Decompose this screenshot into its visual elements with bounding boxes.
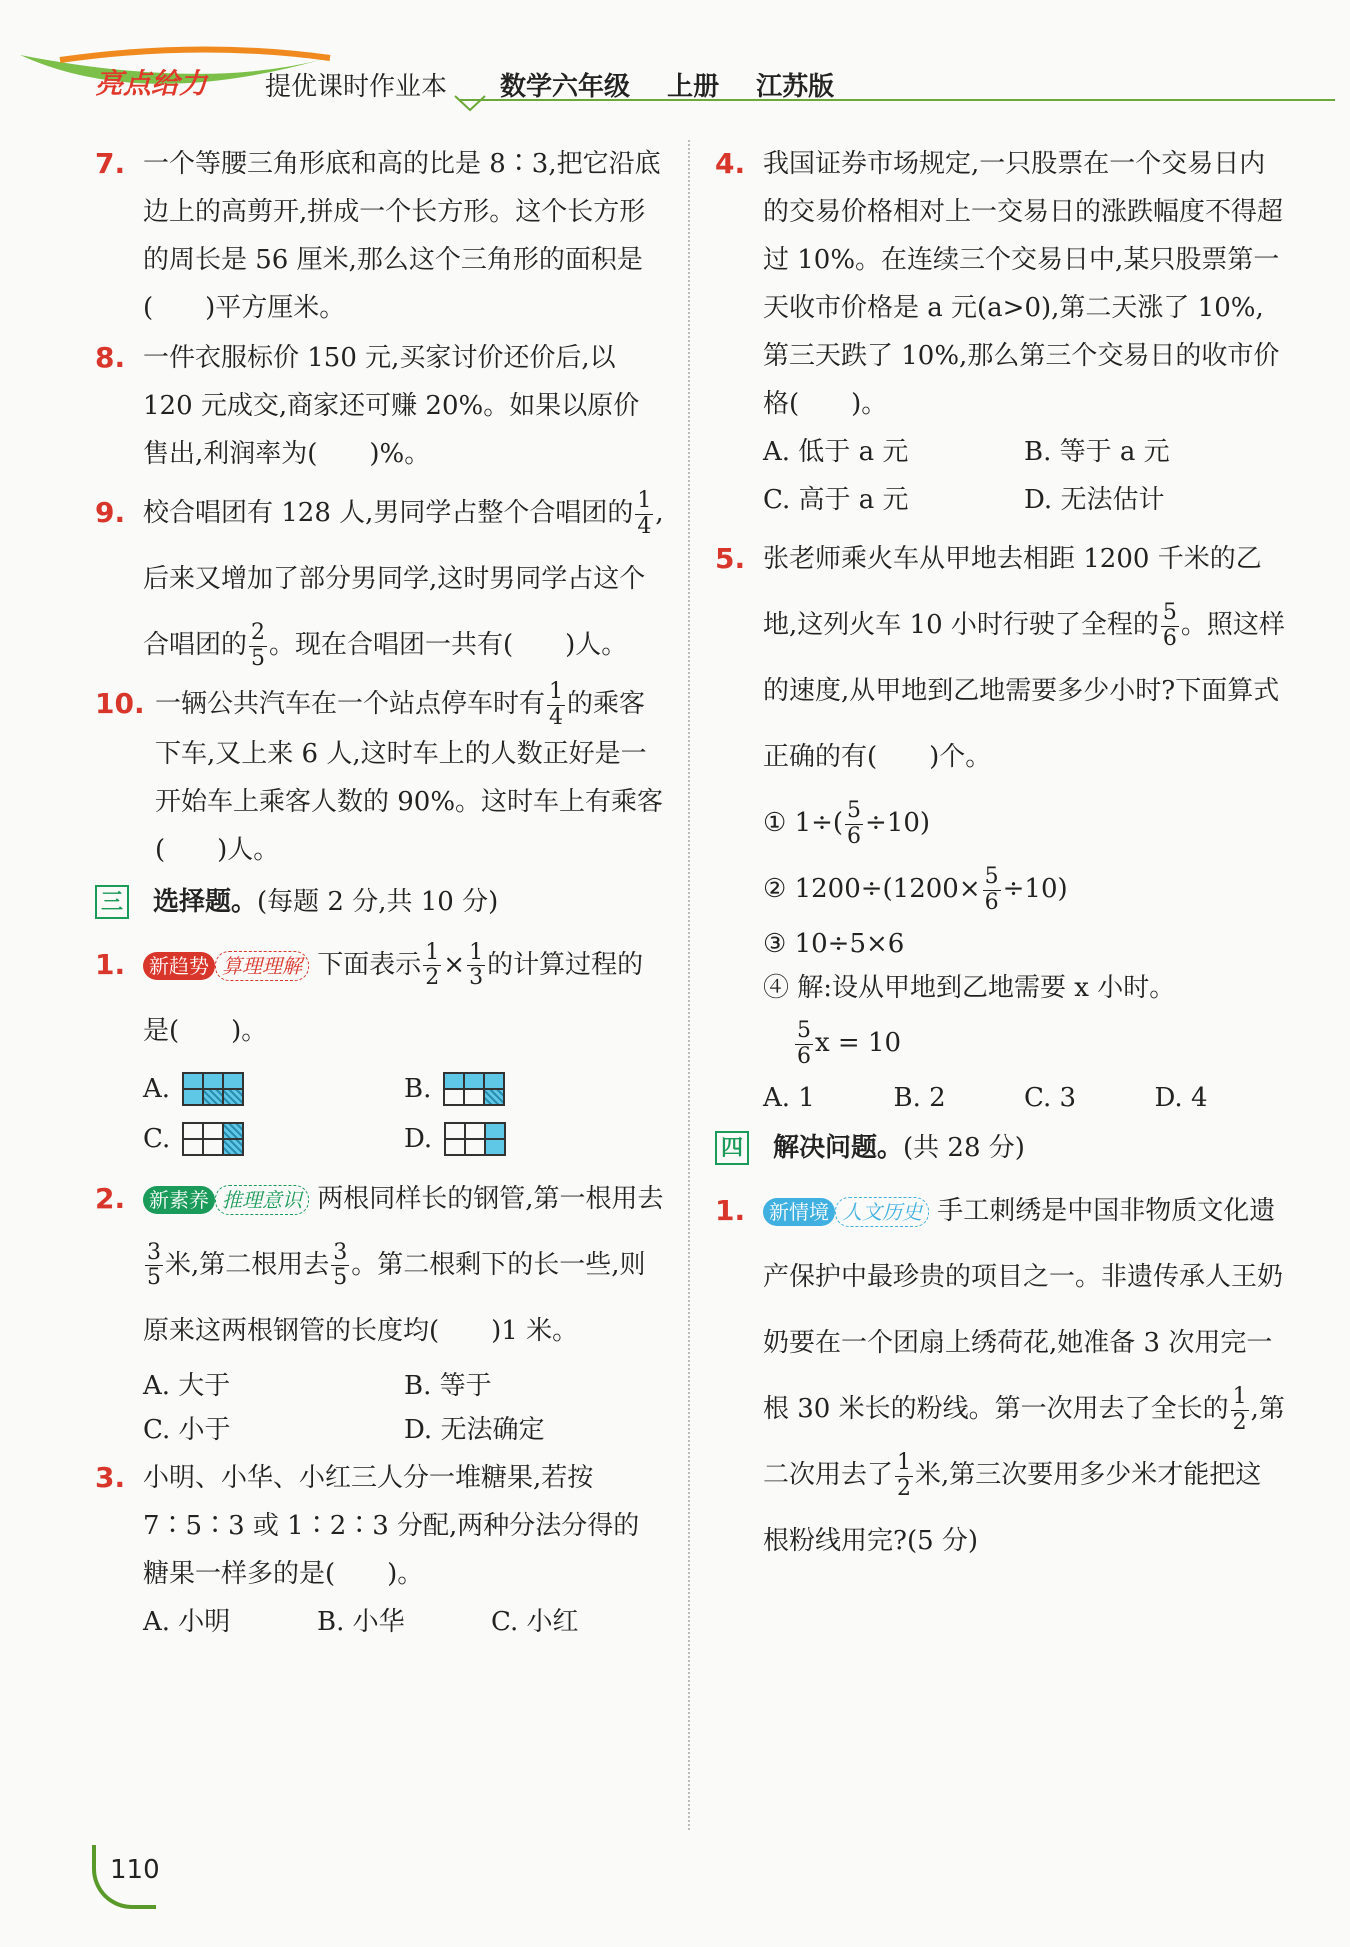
fraction: $\frac{3}{5}$ [147, 1240, 161, 1291]
expression-4: ④ 解:设从甲地到乙地需要 x 小时。 [763, 973, 1176, 1003]
expression-1: ① 1÷( $\frac{5}{6}$ ÷10) [763, 798, 931, 849]
question-text: ,第二次用去了 [763, 1394, 1285, 1490]
question-number: 5. [715, 542, 746, 575]
option-c[interactable]: C. [143, 1114, 404, 1164]
fraction: $\frac{1}{4}$ [549, 679, 564, 730]
problem-1 [715, 1178, 1285, 1574]
brand-subtitle: 提优课时作业本 [265, 72, 448, 102]
question-10 [95, 680, 665, 874]
options [143, 1598, 665, 1646]
tag-reasoning: 算理理解 [215, 951, 309, 981]
section-score: (每题 2 分,共 10 分) [257, 886, 499, 917]
option-b[interactable]: B. 小华 [317, 1606, 405, 1637]
option-d[interactable]: D. 无法确定 [404, 1414, 545, 1445]
options [143, 1064, 665, 1164]
options [763, 428, 1285, 524]
options [763, 1076, 1285, 1120]
subject: 数学六年级 [500, 72, 631, 102]
volume: 上册 [667, 72, 720, 102]
expression-3: ③ 10÷5×6 [763, 929, 905, 959]
question-text: 米,第三次要用多少米才能把这根粉线用完?(5 分) [763, 1460, 1262, 1556]
question-text: 一辆公共汽车在一个站点停车时有 [155, 689, 546, 719]
fraction-grid-icon [444, 1122, 506, 1156]
tag-new-trend: 新趋势 [143, 952, 215, 980]
fraction: $\frac{1}{2}$ [897, 1450, 912, 1501]
fraction: $\frac{5}{6}$ [984, 864, 999, 915]
option-b[interactable]: B. 等于 a 元 [1024, 437, 1170, 467]
option-b[interactable]: B. 2 [893, 1083, 946, 1113]
question-text: ,后来又增加了部分男同学,这时男同学占这个合唱团的 [143, 498, 664, 660]
option-d[interactable]: D. [404, 1114, 665, 1164]
question-text: 的计算过程的是( )。 [143, 949, 644, 1046]
choice-4 [715, 140, 1285, 524]
option-a[interactable]: A. 大于 [143, 1370, 231, 1401]
option-b[interactable]: B. 等于 [404, 1370, 492, 1401]
fraction: $\frac{1}{2}$ [1232, 1384, 1247, 1435]
question-number: 2. [95, 1181, 126, 1215]
question-8 [95, 334, 665, 478]
fraction: $\frac{1}{4}$ [637, 488, 652, 539]
question-number: 9. [95, 496, 126, 529]
section-number: 四 [715, 1131, 749, 1165]
question-text: 。第二根剩下的长一些,则原来这两根钢管的长度均( )1 米。 [143, 1249, 646, 1346]
question-7 [95, 140, 665, 332]
question-text: 两根同样长的钢管,第一根用去 [317, 1183, 664, 1214]
question-text: 我国证券市场规定,一只股票在一个交易日内的交易价格相对上一交易日的涨跌幅度不得超过 10%。在连续三个交易日中,某只股票第一天收市价格是 a 元(a>0),第二天涨了 10%,第三天跌了 10%,那么第三个交易日的收市价格( )。 [763, 149, 1284, 419]
book-info [500, 66, 862, 103]
question-text: 的乘客下车,又上来 6 人,这时车上的人数正好是一开始车上乘客人数的 90%。这时车上有乘客( )人。 [155, 689, 664, 865]
expression-2: ② 1200÷(1200× $\frac{5}{6}$ ÷10) [763, 864, 1068, 915]
tag-humanities: 人文历史 [835, 1197, 929, 1227]
option-a[interactable]: A. 1 [763, 1083, 815, 1113]
question-text: 小明、小华、小红三人分一堆糖果,若按 7∶5∶3 或 1∶2∶3 分配,两种分法分得的糖果一样多的是( )。 [143, 1462, 640, 1589]
option-c[interactable]: C. 小红 [491, 1606, 579, 1637]
options [143, 1364, 665, 1452]
edition: 江苏版 [756, 72, 835, 102]
question-text: 校合唱团有 128 人,男同学占整个合唱团的 [143, 498, 634, 528]
question-text: 米,第二根用去 [165, 1249, 330, 1280]
choice-3 [95, 1454, 665, 1646]
question-number: 3. [95, 1460, 126, 1494]
section-choice [95, 878, 665, 926]
section-title: 解决问题。 [773, 1133, 904, 1163]
section-title: 选择题。 [153, 886, 258, 917]
fraction: $\frac{5}{6}$ [797, 1018, 811, 1069]
question-number: 10. [95, 687, 145, 720]
left-column [95, 140, 665, 1648]
question-number: 1. [715, 1194, 746, 1227]
question-9 [95, 480, 665, 678]
option-a[interactable]: A. 小明 [143, 1606, 231, 1637]
page-number: 110 [110, 1855, 160, 1885]
option-c[interactable]: C. 高于 a 元 [763, 485, 909, 515]
fraction: $\frac{2}{5}$ [251, 620, 266, 671]
option-c[interactable]: C. 3 [1024, 1083, 1077, 1113]
option-c[interactable]: C. 小于 [143, 1414, 231, 1445]
option-a[interactable]: A. [143, 1064, 404, 1114]
fraction-grid-icon [443, 1072, 505, 1106]
section-problem-solving [715, 1124, 1285, 1172]
section-number: 三 [95, 885, 129, 919]
question-number: 1. [95, 947, 126, 981]
option-d[interactable]: D. 无法估计 [1024, 485, 1165, 515]
fraction: $\frac{5}{6}$ [847, 798, 862, 849]
fraction: $\frac{3}{5}$ [333, 1240, 348, 1291]
right-column [715, 140, 1285, 1576]
option-b[interactable]: B. [404, 1064, 665, 1114]
tag-inference: 推理意识 [215, 1185, 309, 1215]
column-divider [688, 140, 690, 1830]
option-a[interactable]: A. 低于 a 元 [763, 437, 909, 467]
times-sign: × [443, 949, 466, 980]
fraction-grid-icon [182, 1072, 244, 1106]
question-text: 下面表示 [317, 949, 422, 980]
fraction: $\frac{1}{2}$ [425, 940, 440, 991]
brand-title: 亮点给力 [95, 67, 208, 100]
tag-new-context: 新情境 [763, 1198, 835, 1226]
choice-2 [95, 1166, 665, 1452]
question-number: 7. [95, 147, 126, 180]
question-text: 一件衣服标价 150 元,买家讨价还价后,以 120 元成交,商家还可赚 20%。如果以原价售出,利润率为( )%。 [143, 343, 640, 469]
section-score: (共 28 分) [903, 1133, 1025, 1163]
question-text: 一个等腰三角形底和高的比是 8∶3,把它沿底边上的高剪开,拼成一个长方形。这个长方形的周长是 56 厘米,那么这个三角形的面积是( )平方厘米。 [143, 149, 661, 323]
fraction: $\frac{5}{6}$ [1162, 600, 1177, 651]
question-number: 4. [715, 147, 746, 180]
option-d[interactable]: D. 4 [1154, 1083, 1208, 1113]
fraction: $\frac{1}{3}$ [469, 940, 484, 991]
question-number: 8. [95, 341, 126, 374]
page-header [0, 0, 1350, 120]
question-text: 张老师乘火车从甲地去相距 1200 千米的乙地,这列火车 10 小时行驶了全程的 [763, 544, 1262, 640]
fraction-grid-icon [182, 1122, 244, 1156]
tag-new-literacy: 新素养 [143, 1186, 215, 1214]
question-text: 手工刺绣是中国非物质文化遗产保护中最珍贵的项目之一。非遗传承人王奶奶要在一个团扇上绣荷花,她准备 3 次用完一根 30 米长的粉线。第一次用去了全长的 [763, 1196, 1284, 1424]
equation: $\frac{5}{6}$ x = 10 [797, 1018, 902, 1069]
question-text: 。现在合唱团一共有( )人。 [269, 630, 628, 660]
question-text: 。照这样的速度,从甲地到乙地需要多少小时?下面算式正确的有( )个。 [763, 610, 1285, 772]
choice-5 [715, 526, 1285, 1120]
choice-1 [95, 932, 665, 1164]
